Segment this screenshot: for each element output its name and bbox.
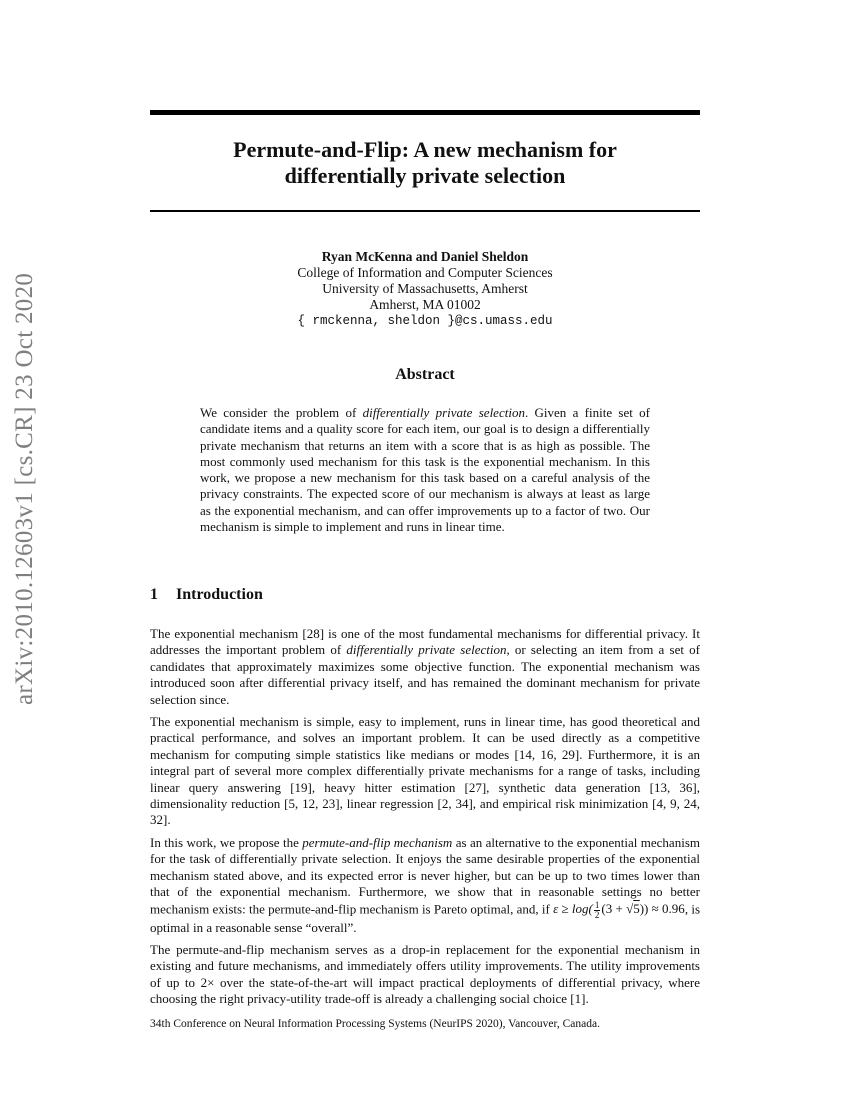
affiliation-college: College of Information and Computer Sciences	[297, 265, 553, 280]
section-title: Introduction	[176, 586, 263, 603]
conference-footnote: 34th Conference on Neural Information Processing Systems (NeurIPS 2020), Vancouver, Canada.	[150, 1018, 600, 1030]
math-inequality	[553, 899, 685, 920]
abstract-heading: Abstract	[395, 366, 455, 383]
math-part: (3 + √	[601, 900, 634, 916]
introduction-body	[150, 626, 700, 1014]
emphasis: differentially private selection	[346, 642, 507, 658]
paper-title	[150, 137, 700, 189]
abstract-text	[200, 405, 650, 535]
text-run: The exponential mechanism [28] is one of the most fundamental mechanisms for differential privacy. It addresses the important problem of	[150, 626, 700, 658]
author-names: Ryan McKenna and Daniel Sheldon	[321, 249, 529, 264]
author-block	[150, 249, 700, 329]
fraction-denominator: 2	[594, 909, 600, 920]
affiliation-university: University of Massachusetts, Amherst	[322, 281, 528, 296]
abstract-part: We consider the problem of	[200, 405, 363, 420]
paragraph-3	[150, 835, 700, 936]
title-line-1: Permute-and-Flip: A new mechanism for	[233, 137, 617, 162]
fraction-numerator: 1	[594, 899, 600, 910]
text-run: , or selecting an item from a set of candidates that approximately maximizes some objective function. The exponential mechanism was introduced soon after differential privacy itself, and has remained the dominant mechanism for private selection since.	[150, 642, 700, 707]
arxiv-identifier: arXiv:2010.12603v1 [cs.CR] 23 Oct 2020	[11, 272, 38, 706]
text-run: In this work, we propose the	[150, 834, 303, 850]
title-top-rule	[150, 110, 700, 115]
math-part: ε ≥ log(	[553, 900, 593, 916]
section-number: 1	[150, 586, 158, 603]
affiliation-address: Amherst, MA 01002	[369, 297, 481, 312]
emphasis: permute-and-flip mechanism	[302, 834, 453, 850]
author-emails: { rmckenna, sheldon }@cs.umass.edu	[297, 314, 553, 328]
text-run: as an alternative to the exponential mechanism for the task of differentially private selection. It enjoys the same desirable properties of the exponential mechanism stated above, and its expected error is never higher, but can be up to two times lower than that of the exponential mechanism. Furthermore, we show that in reasonable settings no better mechanism exists: the permute-and-flip mechanism is Pareto optimal, and, if	[150, 834, 700, 916]
abstract-part: . Given a finite set of candidate items and a quality score for each item, our goal is to design a differentially private mechanism that returns an item with a score that is as high as possible. The most commonly used mechanism for this task is the exponential mechanism. In this work, we propose a new mechanism for this task based on a careful analysis of the privacy constraints. The expected score of our mechanism is always at least as large as the exponential mechanism, and can offer improvements up to a factor of two. Our mechanism is simple to implement and runs in linear time.	[200, 405, 650, 535]
text-run: , is optimal in a reasonable sense “overall”.	[150, 900, 701, 935]
paragraph-4: The permute-and-flip mechanism serves as a drop-in replacement for the exponential mechanism in existing and future mechanisms, and immediately offers utility improvements. The utility improvements of up to 2× over the state-of-the-art will impact practical deployments of differential privacy, where choosing the right privacy-utility trade-off is already a challenging social choice [1].	[150, 941, 700, 1007]
math-part: )) ≈ 0.96	[639, 900, 685, 916]
paragraph-2: The exponential mechanism is simple, easy to implement, runs in linear time, has good theoretical and practical performance, and solves an important problem. It can be used directly as a competitive mechanism for computing simple statistics like medians or modes [14, 16, 29]. Furthermore, it is an integral part of several more complex differentially private mechanisms for a range of tasks, including linear query answering [19], heavy hitter estimation [27], synthetic data generation [13, 36], dimensionality reduction [5, 12, 23], linear regression [2, 34], and empirical risk minimization [4, 9, 24, 32].	[150, 714, 700, 828]
math-radicand: 5	[633, 900, 640, 916]
math-fraction	[594, 901, 601, 920]
title-line-2: differentially private selection	[284, 163, 566, 188]
abstract-emphasis: differentially private selection	[362, 405, 525, 420]
section-heading	[150, 586, 263, 604]
title-bottom-rule	[150, 210, 700, 212]
paragraph-1	[150, 626, 700, 708]
